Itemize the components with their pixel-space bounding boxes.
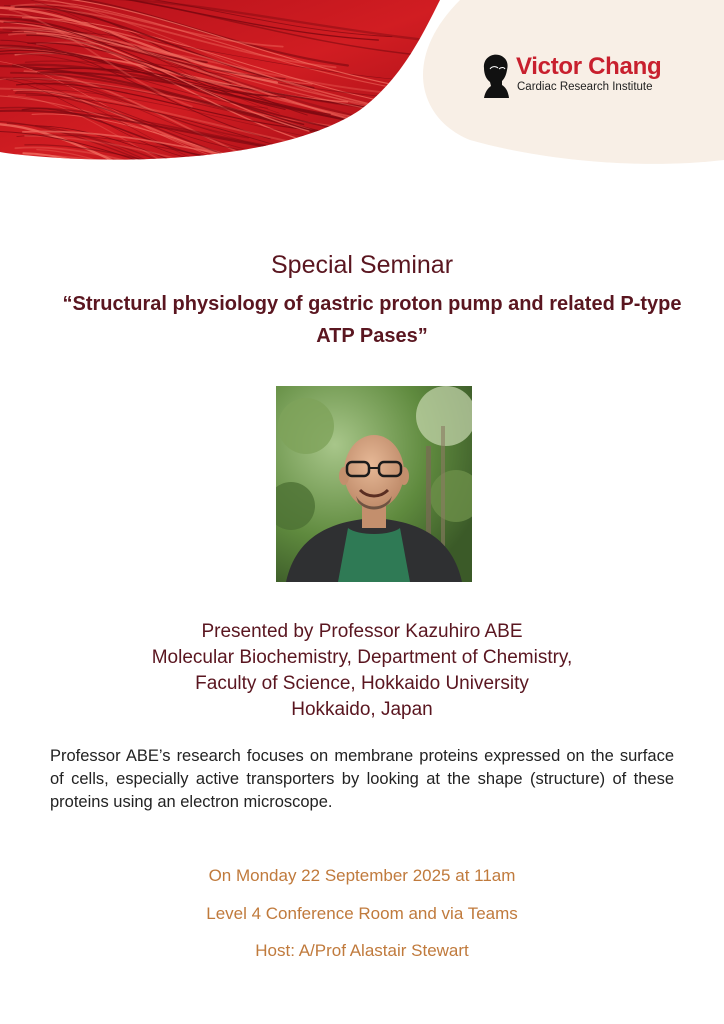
event-date: On Monday 22 September 2025 at 11am [208,866,516,885]
event-location: Level 4 Conference Room and via Teams [206,904,518,923]
victor-chang-portrait-icon [478,52,512,98]
seminar-title: “Structural physiology of gastric proton pump and related P-type ATP Pases” [62,293,682,347]
speaker-photo [276,386,472,582]
logo-name: Victor Chang [516,53,662,80]
presenter-line: Molecular Biochemistry, Department of Chemistry, [151,647,573,668]
cardiac-tissue-texture-image [0,0,460,170]
presenter-line: Hokkaido, Japan [291,699,433,720]
event-host: Host: A/Prof Alastair Stewart [255,941,469,960]
victor-chang-logo [478,52,678,102]
logo-subtitle: Cardiac Research Institute [517,81,653,93]
presenter-info [0,619,724,723]
research-description: Professor ABE’s research focuses on membrane proteins expressed on the surface of cells, especially active transporters by looking at the shape (structure) of these proteins using an electron microscope. [50,747,674,811]
presenter-line: Presented by Professor Kazuhiro ABE [201,621,523,642]
presenter-line: Faculty of Science, Hokkaido University [195,673,529,694]
seminar-heading: Special Seminar [270,251,454,279]
